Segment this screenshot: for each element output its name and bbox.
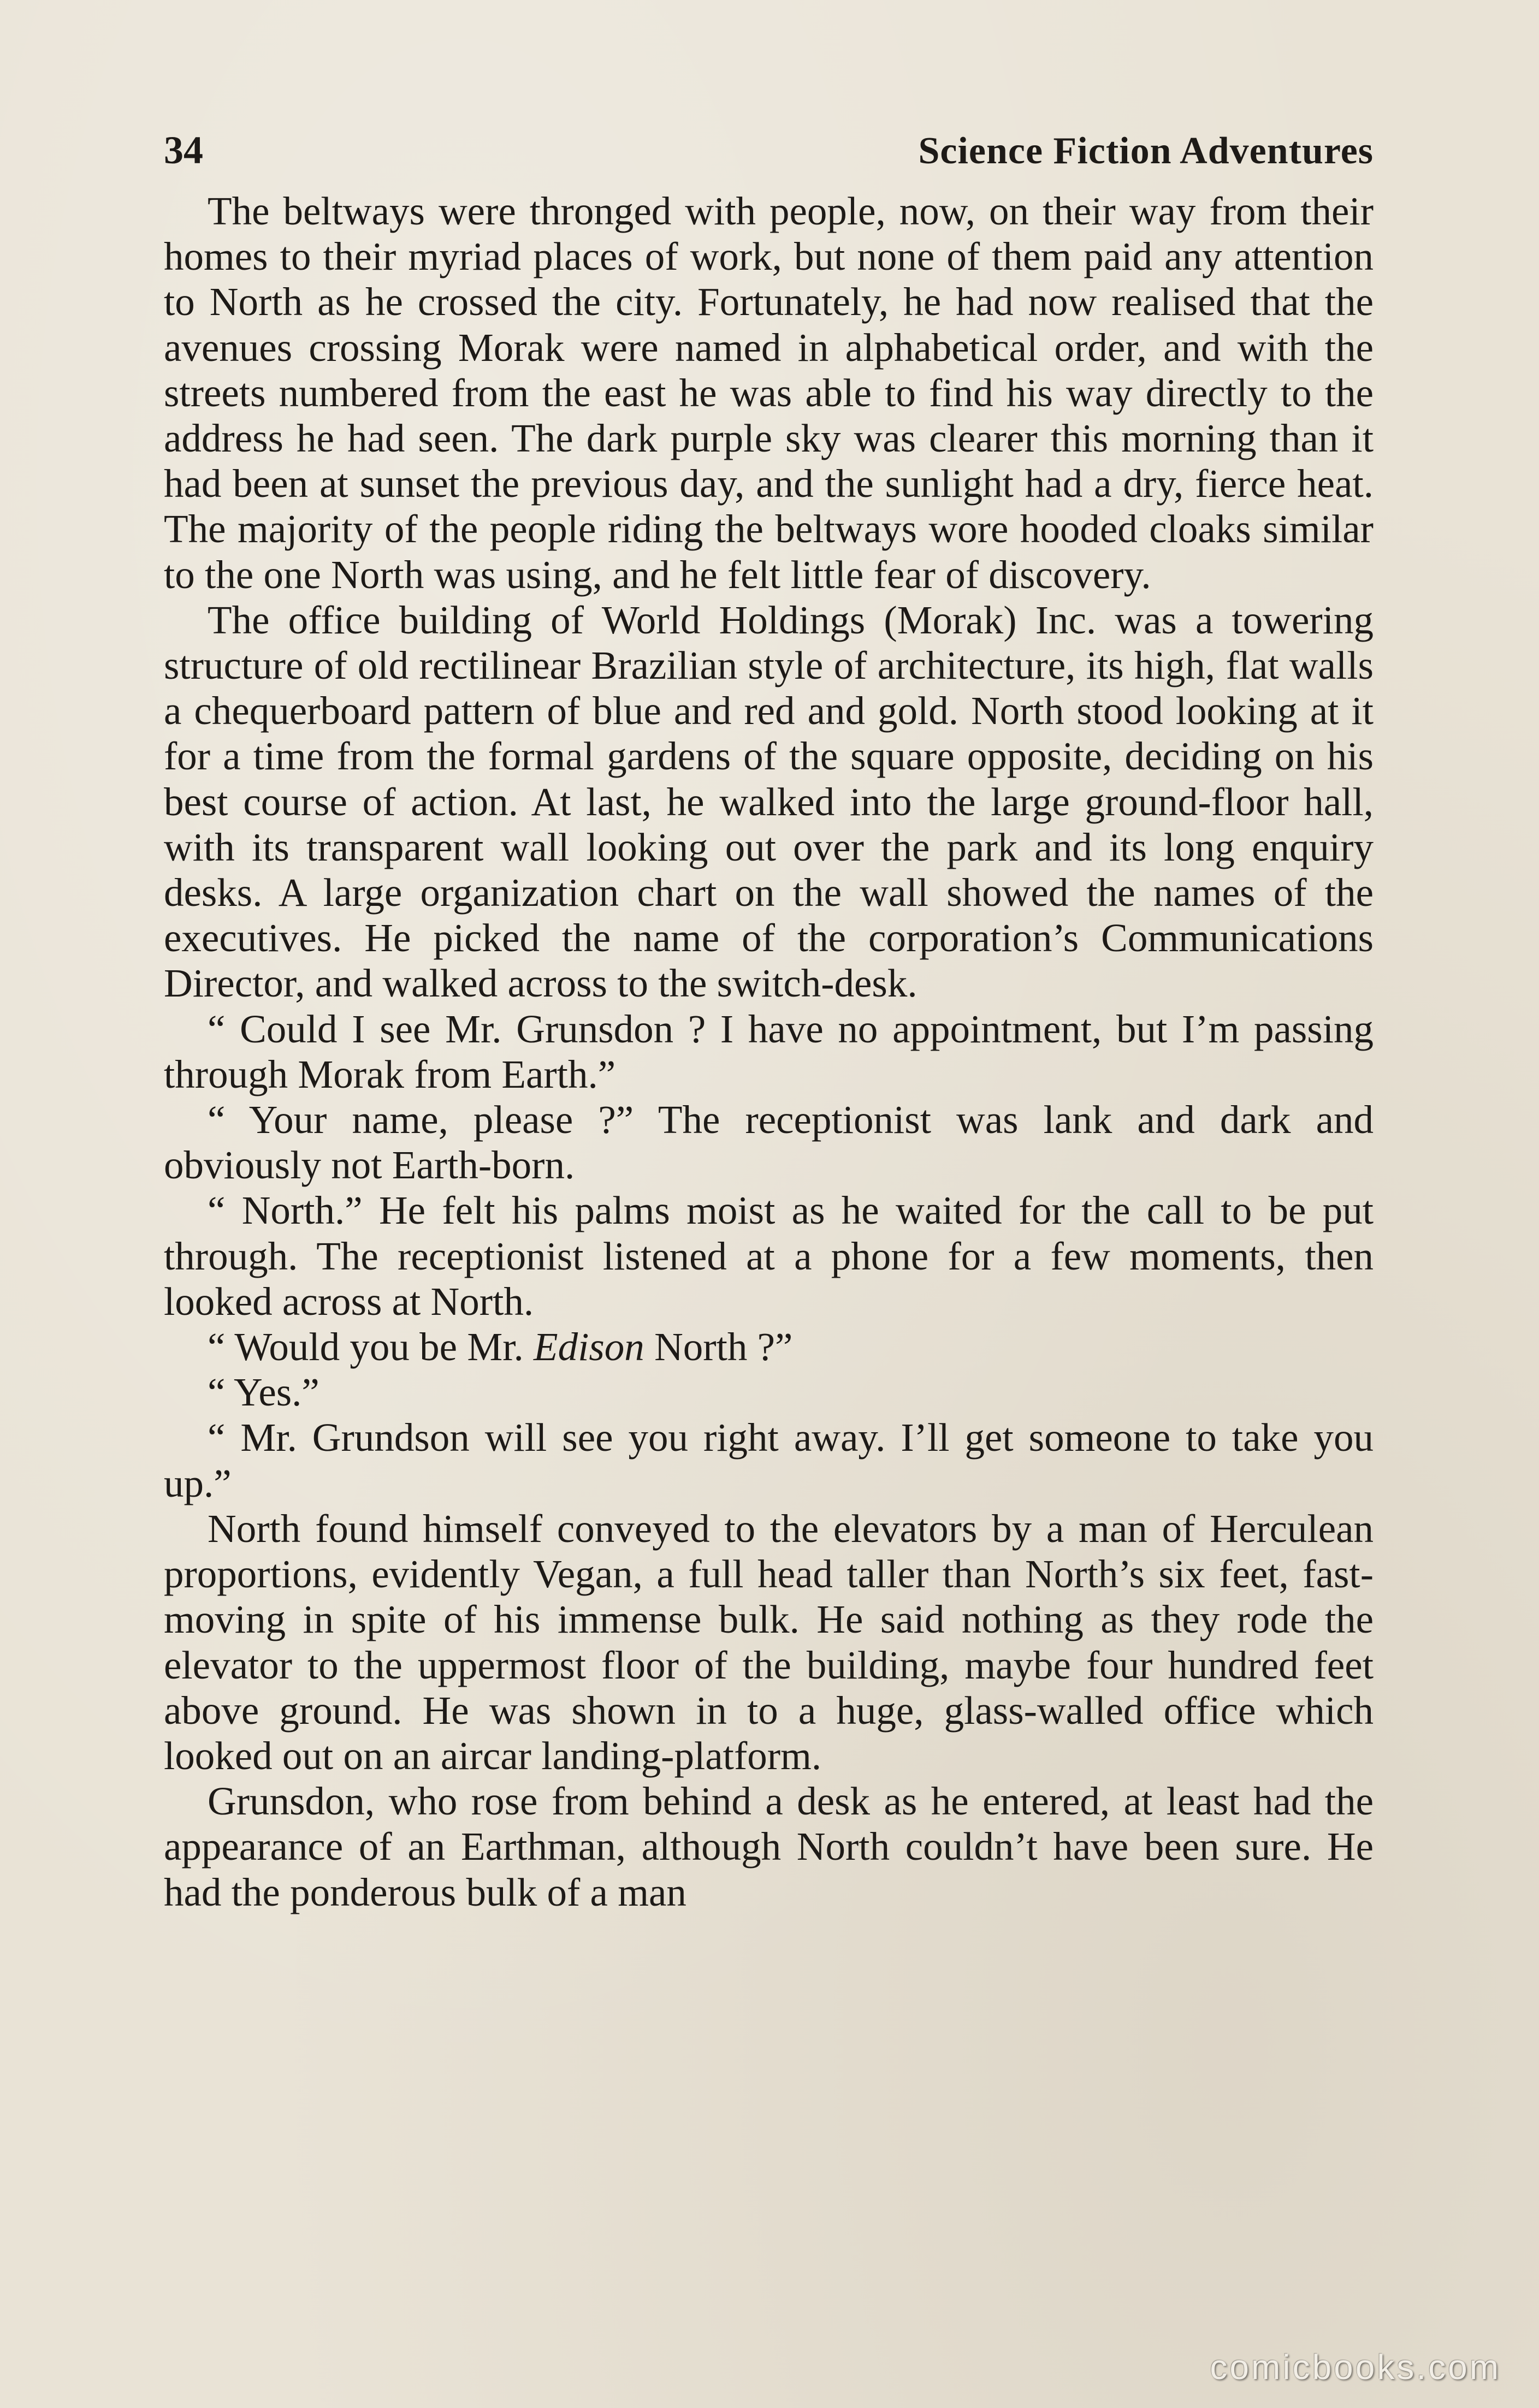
page-number: 34 <box>164 128 203 172</box>
paragraph-yes: “ Yes.” <box>208 1370 319 1415</box>
edison-line-after: North ?” <box>644 1325 793 1369</box>
paragraph-see-you-right-away: “ Mr. Grundson will see you right away. I’ll get someone to take you up.” <box>164 1415 1374 1505</box>
paragraph-grunsdon: Grunsdon, who rose from behind a desk as he entered, at least had the appearance of an Earthman, although North couldn’t have been sure. He had the ponderous bulk of a man <box>164 1779 1374 1914</box>
paragraph-north-reply: “ North.” He felt his palms moist as he waited for the call to be put through. The receptionist listened at a phone for a few moments, then looked across at North. <box>164 1188 1374 1324</box>
book-page <box>164 123 1374 2252</box>
paragraph-office-building: The office building of World Holdings (Morak) Inc. was a towering structure of old rectilinear Brazilian style of architecture, its high, flat walls a chequerboard pattern of blue and red and gold. North stood looking at it for a time from the formal gardens of the square opposite, deciding on his best course of action. At last, he walked into the large ground-floor hall, with its transparent wall looking out over the park and its long enquiry desks. A large organization chart on the wall showed the names of the executives. He picked the name of the corporation’s Communications Director, and walked across to the switch-desk. <box>164 597 1374 1006</box>
paragraph-your-name: “ Your name, please ?” The receptionist was lank and dark and obviously not Earth-born. <box>164 1098 1374 1188</box>
watermark-logo: comicbooks.com <box>1210 2347 1501 2387</box>
running-head <box>164 123 1374 177</box>
edison-line-before: “ Would you be Mr. <box>208 1325 534 1369</box>
edison-line-italic: Edison <box>534 1325 644 1369</box>
body-text <box>164 188 1374 1915</box>
journal-title: Science Fiction Adventures <box>918 130 1374 172</box>
paragraph-beltways: The beltways were thronged with people, now, on their way from their homes to their myriad places of work, but none of them paid any attention to North as he crossed the city. Fortunately, he had now realised that the avenues crossing Morak were named in alphabetical order, and with the streets numbered from the east he was able to find his way directly to the address he had seen. The dark purple sky was clearer this morning than it had been at sunset the previous day, and the sunlight had a dry, fierce heat. The majority of the people riding the beltways wore hooded cloaks similar to the one North was using, and he felt little fear of discovery. <box>164 189 1374 597</box>
paragraph-edison-north <box>164 1324 1374 1369</box>
paragraph-elevators: North found himself conveyed to the elevators by a man of Herculean proportions, evidently Vegan, a full head taller than North’s six feet, fast-moving in spite of his immense bulk. He said nothing as they rode the elevator to the uppermost floor of the building, maybe four hundred feet above ground. He was shown in to a huge, glass-walled office which looked out on an aircar landing-platform. <box>164 1506 1374 1778</box>
paragraph-could-i-see: “ Could I see Mr. Grunsdon ? I have no appointment, but I’m passing through Morak from Earth.” <box>164 1006 1374 1096</box>
